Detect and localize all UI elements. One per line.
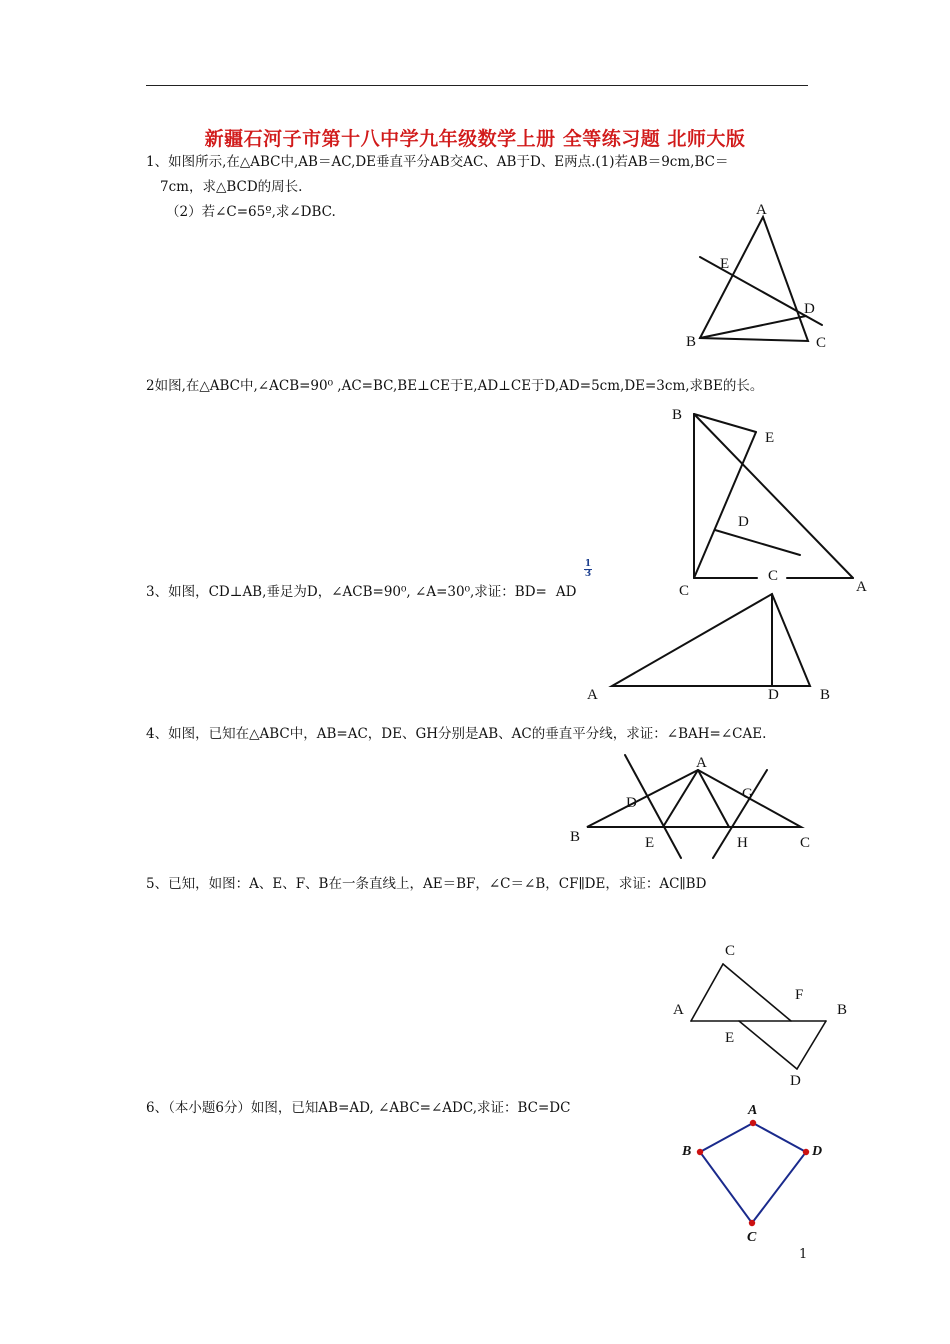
- fig6-label-d: D: [812, 1144, 823, 1159]
- fraction-numerator: 1: [584, 559, 592, 569]
- fig5-label-d: D: [790, 1073, 801, 1089]
- header-rule: [146, 85, 808, 86]
- fig5-label-c: C: [725, 943, 736, 959]
- fig1-label-e: E: [720, 256, 730, 272]
- fig5-label-b: B: [837, 1002, 848, 1018]
- question-5-text: 5、已知，如图：A、E、F、B在一条直线上，AE＝BF，∠C＝∠B，CF∥DE，求证：AC∥BD: [146, 876, 707, 892]
- fig2-label-d: D: [738, 514, 749, 530]
- fig2-label-b: B: [672, 407, 683, 423]
- fig3-label-d: D: [768, 687, 779, 703]
- fig1-label-d: D: [804, 301, 815, 317]
- fig1-label-c: C: [816, 335, 827, 351]
- fig2-label-c: C: [679, 583, 690, 599]
- fig4-label-h: H: [737, 835, 748, 851]
- point-c: [749, 1220, 755, 1226]
- question-2-text: 2如图,在△ABC中,∠ACB=90⁰ ,AC=BC,BE⊥CE于E,AD⊥CE于D,AD=5cm,DE=3cm,求BE的长。: [146, 378, 764, 394]
- fig4-label-g: G: [742, 786, 753, 802]
- fig4-label-d: D: [626, 795, 637, 811]
- question-1-line-2: 7cm，求△BCD的周长.: [160, 179, 303, 195]
- question-3-tail: AD: [555, 584, 577, 600]
- question-6-text: 6、（本小题6分）如图，已知AB=AD, ∠ABC=∠ADC,求证：BC=DC: [146, 1100, 571, 1116]
- point-b: [697, 1149, 703, 1155]
- page-number: 1: [799, 1247, 808, 1262]
- fig3-label-c: C: [768, 568, 779, 584]
- fig3-label-a: A: [587, 687, 598, 703]
- question-3-main: 3、如图，CD⊥AB,垂足为D，∠ACB=90⁰, ∠A=30⁰,求证：BD=: [146, 584, 547, 600]
- figure-5: [665, 935, 865, 1095]
- question-1-line-3: （2）若∠C=65º,求∠DBC.: [166, 204, 336, 220]
- fig1-label-a: A: [756, 202, 767, 218]
- figure-6: [670, 1098, 840, 1248]
- fig5-label-a: A: [673, 1002, 684, 1018]
- fig5-label-e: E: [725, 1030, 735, 1046]
- fig6-label-b: B: [682, 1144, 692, 1159]
- fig6-label-c: C: [747, 1230, 757, 1245]
- question-3-text: [146, 580, 576, 604]
- figure-1: [680, 195, 840, 355]
- page-title: 新疆石河子市第十八中学九年级数学上册 全等练习题 北师大版: [204, 128, 746, 150]
- fig6-label-a: A: [748, 1103, 758, 1118]
- fig2-label-a: A: [856, 579, 867, 595]
- fig2-label-e: E: [765, 430, 775, 446]
- fig1-label-b: B: [686, 334, 697, 350]
- fig4-label-a: A: [696, 755, 707, 771]
- question-4-text: 4、如图，已知在△ABC中，AB=AC，DE、GH分别是AB、AC的垂直平分线，求证：∠BAH=∠CAE.: [146, 726, 767, 742]
- fig4-label-e: E: [645, 835, 655, 851]
- fraction-denominator: 3: [584, 569, 592, 579]
- fig3-label-b: B: [820, 687, 831, 703]
- figure-4: [565, 750, 825, 865]
- point-a: [750, 1120, 756, 1126]
- fig5-label-f: F: [795, 987, 804, 1003]
- figure-3: [580, 559, 850, 707]
- question-1-line-1: 1、如图所示,在△ABC中,AB＝AC,DE垂直平分AB交AC、AB于D、E两点.(1)若AB＝9cm,BC＝: [146, 154, 729, 170]
- fig4-label-c: C: [800, 835, 811, 851]
- fig4-label-b: B: [570, 829, 581, 845]
- point-d: [803, 1149, 809, 1155]
